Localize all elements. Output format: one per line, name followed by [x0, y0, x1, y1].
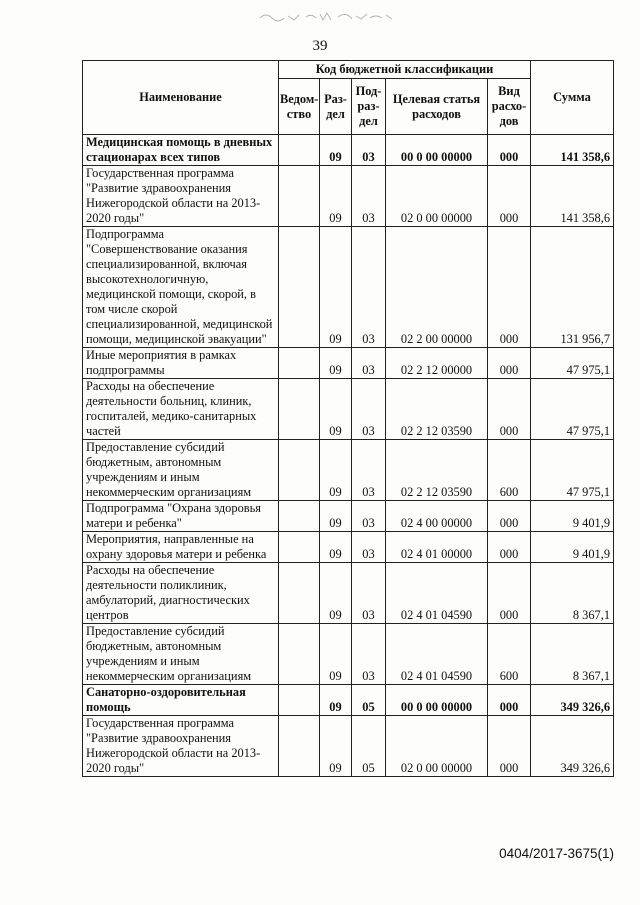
table-row: [83, 532, 614, 563]
cell-razdel: 09: [320, 563, 352, 624]
table-row: [83, 227, 614, 348]
cell-name: Предоставление субсидий бюджетным, автономным учреждениям и иным некоммерческим организациям: [83, 440, 279, 501]
cell-ved: [279, 624, 320, 685]
cell-razdel: 09: [320, 685, 352, 716]
header-vedomstvo: Ведом-ство: [279, 79, 320, 135]
table-row: [83, 501, 614, 532]
table-row: [83, 440, 614, 501]
cell-razdel: 09: [320, 501, 352, 532]
header-vid: Вид расхо-дов: [488, 79, 531, 135]
cell-name: Государственная программа "Развитие здравоохранения Нижегородской области на 2013-2020 годы": [83, 716, 279, 777]
cell-ved: [279, 685, 320, 716]
cell-sum: 47 975,1: [531, 348, 614, 379]
cell-podrazdel: 03: [352, 501, 386, 532]
cell-sum: 131 956,7: [531, 227, 614, 348]
table-row: [83, 379, 614, 440]
cell-name: Иные мероприятия в рамках подпрограммы: [83, 348, 279, 379]
header-razdel: Раз-дел: [320, 79, 352, 135]
cell-podrazdel: 03: [352, 379, 386, 440]
cell-sum: 141 358,6: [531, 166, 614, 227]
cell-podrazdel: 03: [352, 166, 386, 227]
header-name: Наименование: [83, 61, 279, 135]
cell-name: Подпрограмма "Совершенствование оказания специализированной, включая высокотехнологичную, медицинской помощи, скорой, в том числе скорой специализированной, медицинской помощи, медицинской эвакуации": [83, 227, 279, 348]
header-classification-group: Код бюджетной классификации: [279, 61, 531, 79]
cell-podrazdel: 03: [352, 348, 386, 379]
cell-sum: 9 401,9: [531, 532, 614, 563]
document-code: 0404/2017-3675(1): [499, 846, 614, 861]
table-row: [83, 716, 614, 777]
cell-podrazdel: 03: [352, 624, 386, 685]
cell-podrazdel: 03: [352, 532, 386, 563]
cell-podrazdel: 03: [352, 563, 386, 624]
cell-vid: 000: [488, 685, 531, 716]
table-header: [83, 61, 614, 135]
cell-razdel: 09: [320, 135, 352, 166]
cell-ved: [279, 379, 320, 440]
cell-vid: 000: [488, 379, 531, 440]
cell-target: 00 0 00 00000: [386, 135, 488, 166]
cell-vid: 000: [488, 563, 531, 624]
cell-ved: [279, 440, 320, 501]
cell-target: 02 0 00 00000: [386, 166, 488, 227]
cell-razdel: 09: [320, 440, 352, 501]
page-number: 39: [312, 38, 328, 54]
cell-ved: [279, 501, 320, 532]
cell-target: 02 4 00 00000: [386, 501, 488, 532]
cell-vid: 600: [488, 440, 531, 501]
cell-razdel: 09: [320, 348, 352, 379]
budget-table: [82, 60, 614, 777]
cell-podrazdel: 05: [352, 685, 386, 716]
cell-ved: [279, 563, 320, 624]
cell-name: Расходы на обеспечение деятельности больниц, клиник, госпиталей, медико-санитарных частей: [83, 379, 279, 440]
cell-vid: 000: [488, 716, 531, 777]
cell-target: 00 0 00 00000: [386, 685, 488, 716]
cell-razdel: 09: [320, 716, 352, 777]
cell-target: 02 2 12 03590: [386, 440, 488, 501]
cell-ved: [279, 135, 320, 166]
cell-name: Мероприятия, направленные на охрану здоровья матери и ребенка: [83, 532, 279, 563]
cell-target: 02 4 01 04590: [386, 624, 488, 685]
cell-sum: 349 326,6: [531, 685, 614, 716]
cell-target: 02 2 12 00000: [386, 348, 488, 379]
cell-podrazdel: 05: [352, 716, 386, 777]
cell-vid: 000: [488, 166, 531, 227]
cell-target: 02 4 01 04590: [386, 563, 488, 624]
cell-ved: [279, 227, 320, 348]
cell-vid: 000: [488, 501, 531, 532]
table-row: [83, 135, 614, 166]
cell-razdel: 09: [320, 227, 352, 348]
header-sum: Сумма: [531, 61, 614, 135]
cell-target: 02 0 00 00000: [386, 716, 488, 777]
cell-vid: 000: [488, 135, 531, 166]
cell-sum: 9 401,9: [531, 501, 614, 532]
cell-ved: [279, 348, 320, 379]
cell-podrazdel: 03: [352, 440, 386, 501]
cell-sum: 47 975,1: [531, 379, 614, 440]
table-row: [83, 624, 614, 685]
cell-target: 02 4 01 00000: [386, 532, 488, 563]
scan-noise-mark: [258, 8, 398, 24]
cell-sum: 47 975,1: [531, 440, 614, 501]
cell-razdel: 09: [320, 166, 352, 227]
cell-ved: [279, 166, 320, 227]
table-row: [83, 685, 614, 716]
cell-sum: 141 358,6: [531, 135, 614, 166]
cell-sum: 8 367,1: [531, 563, 614, 624]
cell-target: 02 2 00 00000: [386, 227, 488, 348]
table-row: [83, 563, 614, 624]
cell-name: Расходы на обеспечение деятельности поликлиник, амбулаторий, диагностических центров: [83, 563, 279, 624]
cell-podrazdel: 03: [352, 135, 386, 166]
header-podrazdel: Под-раз-дел: [352, 79, 386, 135]
header-target: Целевая статья расходов: [386, 79, 488, 135]
cell-podrazdel: 03: [352, 227, 386, 348]
table-row: [83, 166, 614, 227]
table-row: [83, 348, 614, 379]
cell-name: Государственная программа "Развитие здравоохранения Нижегородской области на 2013-2020 годы": [83, 166, 279, 227]
cell-name: Санаторно-оздоровительная помощь: [83, 685, 279, 716]
cell-target: 02 2 12 03590: [386, 379, 488, 440]
cell-razdel: 09: [320, 532, 352, 563]
cell-sum: 8 367,1: [531, 624, 614, 685]
cell-name: Подпрограмма "Охрана здоровья матери и ребенка": [83, 501, 279, 532]
cell-vid: 000: [488, 532, 531, 563]
table-body: [83, 135, 614, 777]
cell-sum: 349 326,6: [531, 716, 614, 777]
cell-razdel: 09: [320, 624, 352, 685]
cell-ved: [279, 716, 320, 777]
cell-razdel: 09: [320, 379, 352, 440]
cell-vid: 000: [488, 348, 531, 379]
cell-name: Предоставление субсидий бюджетным, автономным учреждениям и иным некоммерческим организациям: [83, 624, 279, 685]
cell-name: Медицинская помощь в дневных стационарах всех типов: [83, 135, 279, 166]
cell-vid: 600: [488, 624, 531, 685]
cell-vid: 000: [488, 227, 531, 348]
cell-ved: [279, 532, 320, 563]
